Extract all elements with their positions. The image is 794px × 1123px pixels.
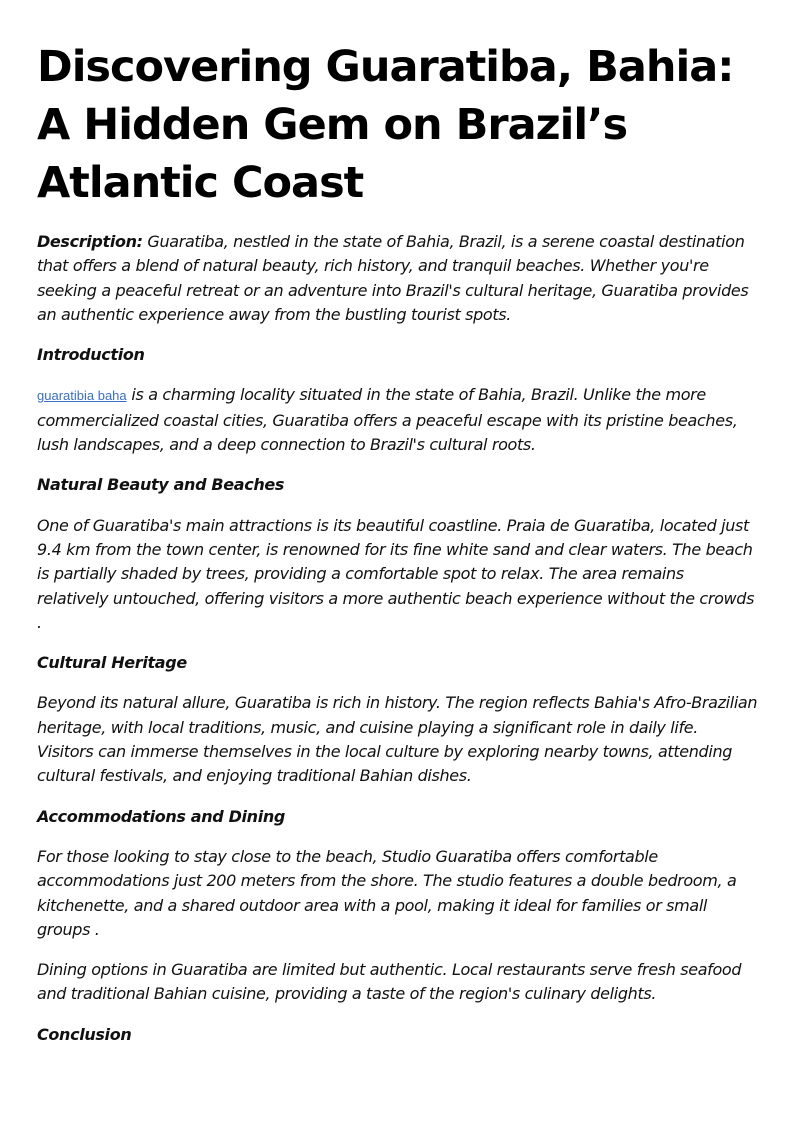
accommodations-heading: Accommodations and Dining bbox=[37, 806, 285, 826]
description-paragraph bbox=[37, 230, 759, 327]
guaratiba-link[interactable]: guaratibia baha bbox=[37, 388, 127, 404]
introduction-text: is a charming locality situated in the state of Bahia, Brazil. Unlike the more commercialized coastal cities, Guaratiba offers a peaceful escape with its pristine beaches, lush landscapes, and a deep connection to Brazil's cultural roots. bbox=[37, 385, 738, 455]
description-label: Description: bbox=[37, 232, 143, 251]
article-title: Discovering Guaratiba, Bahia: A Hidden Gem on Brazil’s Atlantic Coast bbox=[37, 42, 734, 208]
introduction-paragraph bbox=[37, 383, 759, 457]
conclusion-heading: Conclusion bbox=[37, 1024, 132, 1044]
cultural-heritage-heading: Cultural Heritage bbox=[37, 653, 187, 673]
natural-beauty-paragraph: One of Guaratiba's main attractions is its beautiful coastline. Praia de Guaratiba, located just 9.4 km from the town center, is renowned for its fine white sand and clear waters. The beach is partially shaded by trees, providing a comfortable spot to relax. The area remains relatively untouched, offering visitors a more authentic beach experience without the crowds . bbox=[37, 515, 755, 632]
article bbox=[37, 38, 759, 1063]
accommodations-paragraph: For those looking to stay close to the beach, Studio Guaratiba offers comfortable accommodations just 200 meters from the shore. The studio features a double bedroom, a kitchenette, and a shared outdoor area with a pool, making it ideal for families or small groups . bbox=[37, 846, 737, 939]
introduction-heading: Introduction bbox=[37, 345, 145, 365]
dining-paragraph: Dining options in Guaratiba are limited but authentic. Local restaurants serve fresh seafood and traditional Bahian cuisine, providing a taste of the region's culinary delights. bbox=[37, 960, 742, 1004]
description-text: Guaratiba, nestled in the state of Bahia, Brazil, is a serene coastal destination that offers a blend of natural beauty, rich history, and tranquil beaches. Whether you're seeking a peaceful retreat or an adventure into Brazil's cultural heritage, Guaratiba provides an authentic experience away from the bustling tourist spots. bbox=[37, 232, 749, 324]
cultural-heritage-paragraph: Beyond its natural allure, Guaratiba is rich in history. The region reflects Bahia's Afro-Brazilian heritage, with local traditions, music, and cuisine playing a significant role in daily life. Visitors can immerse themselves in the local culture by exploring nearby towns, attending cultural festivals, and enjoying traditional Bahian dishes. bbox=[37, 693, 758, 786]
natural-beauty-heading: Natural Beauty and Beaches bbox=[37, 475, 285, 495]
